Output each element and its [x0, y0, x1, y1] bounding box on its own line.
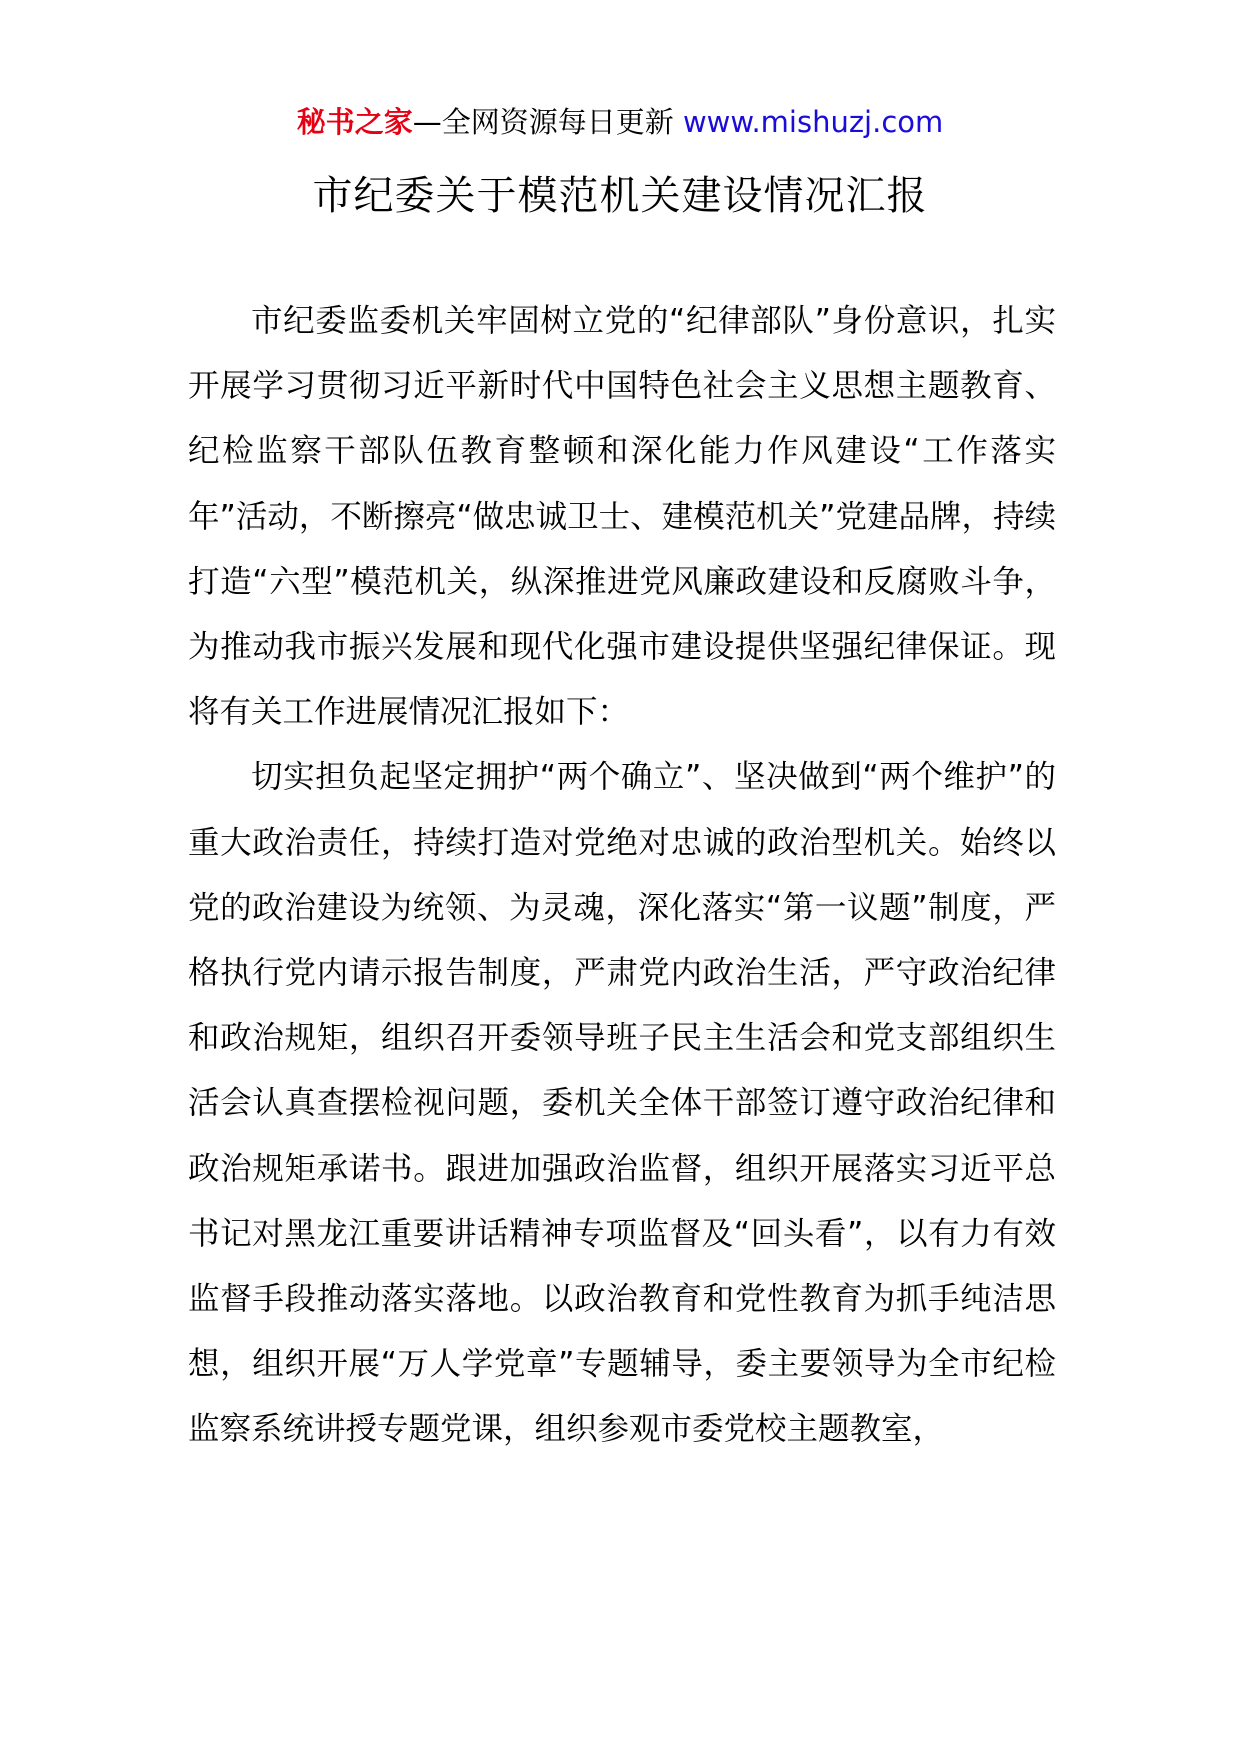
brand-name: 秘书之家	[296, 105, 413, 139]
document-title: 市纪委关于模范机关建设情况汇报	[312, 173, 928, 219]
paragraph-intro: 市纪委监委机关牢固树立党的“纪律部队”身份意识，扎实开展学习贯彻习近平新时代中国特色社会主义思想主题教育、纪检监察干部队伍教育整顿和深化能力作风建设“工作落实年”活动，不断擦亮“做忠诚卫士、建模范机关”党建品牌，持续打造“六型”模范机关，纵深推进党风廉政建设和反腐败斗争，为推动我市振兴发展和现代化强市建设提供坚强纪律保证。现将有关工作进展情况汇报如下：	[188, 303, 1056, 731]
site-header	[0, 102, 1240, 142]
document-body	[188, 289, 1056, 1463]
paragraph-political-responsibility: 切实担负起坚定拥护“两个确立”、坚决做到“两个维护”的重大政治责任，持续打造对党绝对忠诚的政治型机关。始终以党的政治建设为统领、为灵魂，深化落实“第一议题”制度，严格执行党内请示报告制度，严肃党内政治生活，严守政治纪律和政治规矩，组织召开委领导班子民主生活会和党支部组织生活会认真查摆检视问题，委机关全体干部签订遵守政治纪律和政治规矩承诺书。跟进加强政治监督，组织开展落实习近平总书记对黑龙江重要讲话精神专项监督及“回头看”，以有力有效监督手段推动落实落地。以政治教育和党性教育为抓手纯洁思想，组织开展“万人学党章”专题辅导，委主要领导为全市纪检监察系统讲授专题党课，组织参观市委党校主题教室，	[188, 759, 1056, 1448]
site-url-link[interactable]: www.mishuzj.com	[682, 105, 944, 139]
header-slogan: —全网资源每日更新	[412, 105, 683, 139]
